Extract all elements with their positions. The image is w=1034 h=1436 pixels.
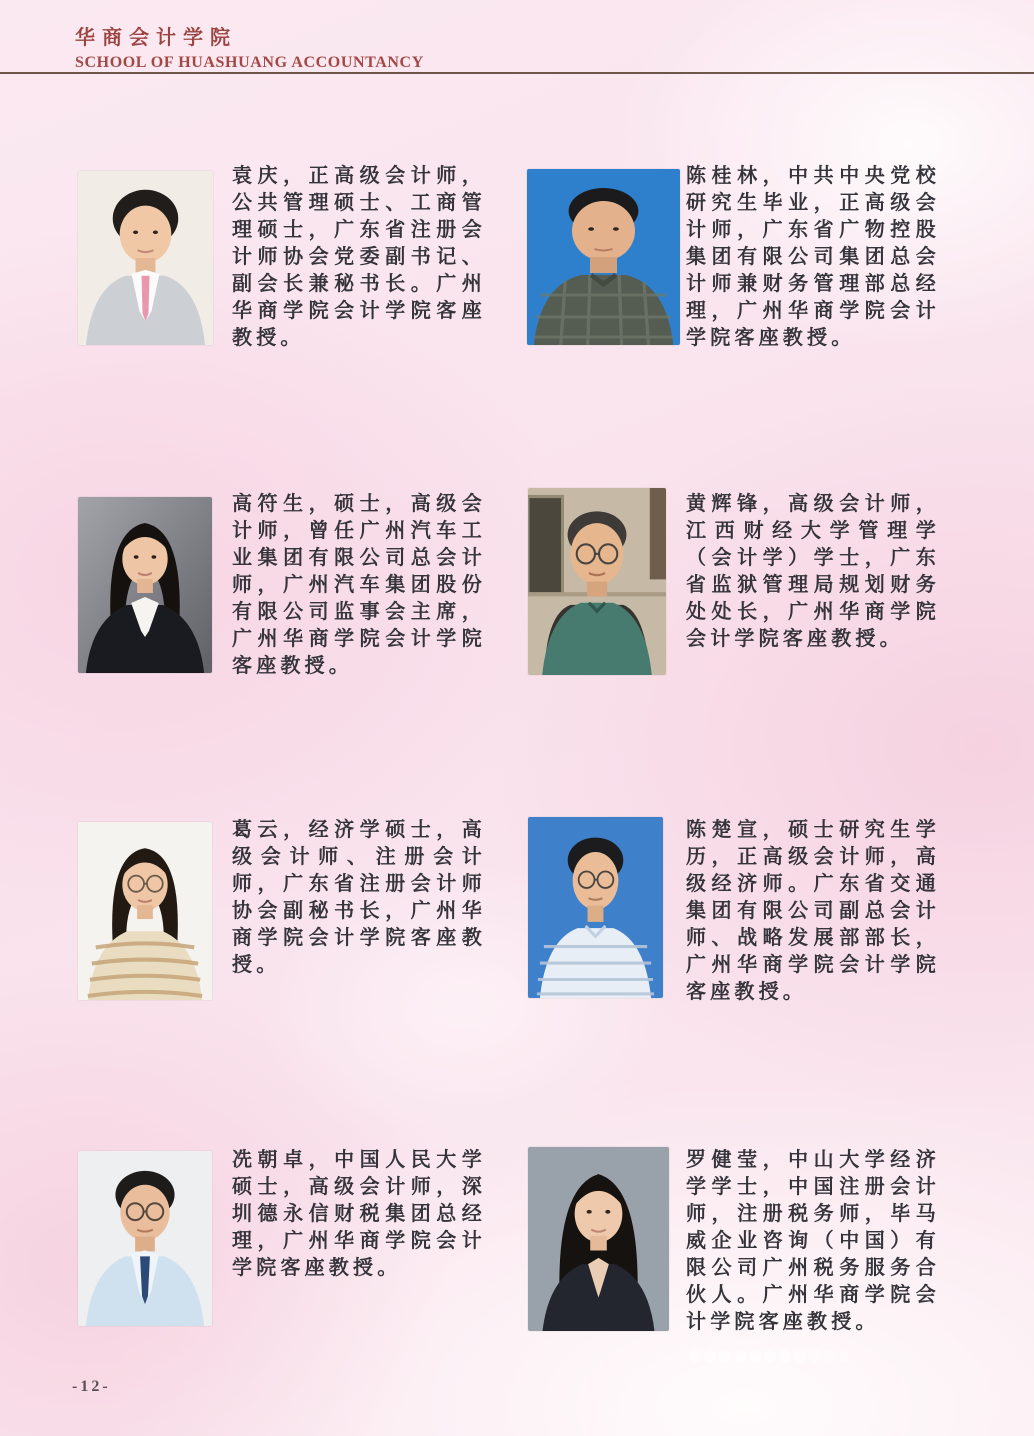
profile-photo-xian-chaozhuo bbox=[78, 1151, 212, 1326]
bio-huang-huifeng: 黄辉锋，高级会计师，江西财经大学管理学（会计学）学士，广东省监狱管理局规划财务处处长，广州华商学院会计学院客座教授。 bbox=[686, 493, 940, 650]
bio-chen-guilin: 陈桂林，中共中央党校研究生毕业，正高级会计师，广东省广物控股集团有限公司集团总会计师兼财务管理部总经理，广州华商学院会计学院客座教授。 bbox=[686, 165, 940, 349]
watermark-scallop-pattern bbox=[688, 1340, 848, 1366]
page-number: -12- bbox=[72, 1378, 111, 1395]
portrait-man-glasses-teal-shirt-indoor bbox=[528, 488, 666, 675]
school-title-english: SCHOOL OF HUASHUANG ACCOUNTANCY bbox=[75, 54, 424, 71]
portrait-man-glasses-blue-shirt-navy-tie bbox=[78, 1151, 212, 1326]
portrait-man-blue-background-plaid-shirt bbox=[527, 169, 680, 345]
profile-photo-yuan-qing bbox=[78, 171, 213, 345]
portrait-woman-long-hair-dark-blazer bbox=[528, 1147, 669, 1331]
bio-luo-jianying: 罗健莹，中山大学经济学学士，中国注册会计师，注册税务师，毕马威企业咨询（中国）有限公司广州税务服务合伙人。广州华商学院会计学院客座教授。 bbox=[686, 1149, 940, 1333]
school-title-chinese: 华商会计学院 bbox=[75, 27, 237, 49]
profile-photo-chen-guilin bbox=[527, 169, 680, 345]
page-header bbox=[75, 26, 424, 73]
bio-gao-fusheng: 高符生，硕士，高级会计师，曾任广州汽车工业集团有限公司总会计师，广州汽车集团股份有限公司监事会主席，广州华商学院会计学院客座教授。 bbox=[232, 493, 486, 677]
bio-yuan-qing: 袁庆，正高级会计师，公共管理硕士、工商管理硕士，广东省注册会计师协会党委副书记、副会长兼秘书长。广州华商学院会计学院客座教授。 bbox=[232, 165, 486, 349]
portrait-man-glasses-blue-background bbox=[528, 817, 663, 998]
profile-photo-gao-fusheng bbox=[78, 497, 212, 673]
profile-photo-huang-huifeng bbox=[528, 488, 666, 675]
portrait-man-gray-suit-pink-tie bbox=[78, 171, 213, 345]
profile-photo-luo-jianying bbox=[528, 1147, 669, 1331]
portrait-woman-glasses-striped-blouse bbox=[78, 822, 212, 1000]
bio-xian-chaozhuo: 冼朝卓，中国人民大学硕士，高级会计师，深圳德永信财税集团总经理，广州华商学院会计学院客座教授。 bbox=[232, 1149, 486, 1279]
profile-photo-chen-chuxuan bbox=[528, 817, 663, 998]
header-divider bbox=[0, 72, 1034, 74]
bio-ge-yun: 葛云，经济学硕士，高级会计师、注册会计师，广东省注册会计师协会副秘书长，广州华商学院会计学院客座教授。 bbox=[232, 819, 486, 976]
profile-photo-ge-yun bbox=[78, 822, 212, 1000]
portrait-woman-dark-suit-gray-background bbox=[78, 497, 212, 673]
bio-chen-chuxuan: 陈楚宣，硕士研究生学历，正高级会计师，高级经济师。广东省交通集团有限公司副总会计师、战略发展部部长，广州华商学院会计学院客座教授。 bbox=[686, 819, 940, 1003]
